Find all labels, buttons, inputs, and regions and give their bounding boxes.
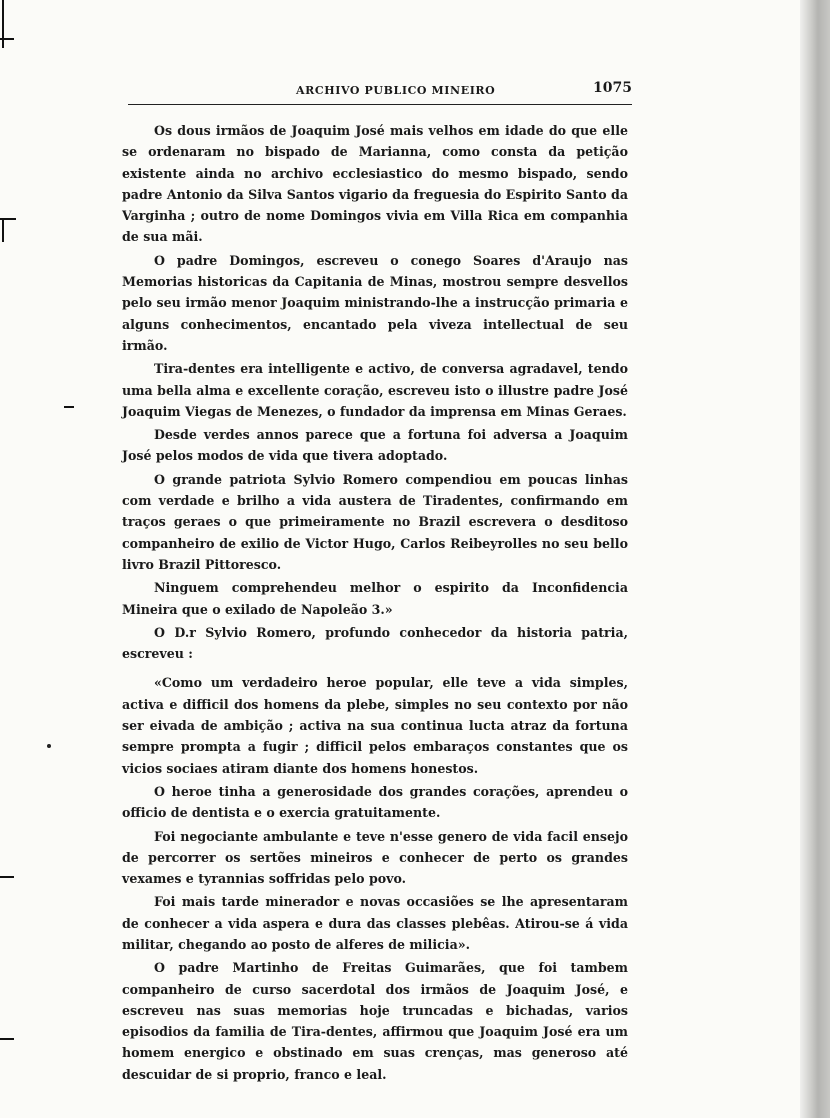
paragraph: Os dous irmãos de Joaquim José mais velhos em idade do que elle se ordenaram no bispado de Marianna, como consta da petição existente ainda no archivo ecclesiastico do mesmo bispado, sendo padre Antonio da Silva Santos vigario da freguesia do Espirito Santo da Varginha ; outro de nome Domingos vivia em Villa Rica em companhia de sua mãi.: [122, 123, 628, 245]
paragraph: O padre Martinho de Freitas Guimarães, que foi tambem companheiro de curso sacerdotal dos irmãos de Joaquim José, e escreveu nas suas memorias hoje truncadas e bichadas, varios episodios da familia de Tira-dentes, affirmou que Joaquim José era um homem energico e obstinado em suas crenças, mas generoso até descuidar de si proprio, franco e leal.: [122, 960, 628, 1082]
paragraph: Foi negociante ambulante e teve n'esse genero de vida facil ensejo de percorrer os sertões mineiros e conhecer de perto os grandes vexames e tyrannias soffridas pelo povo.: [122, 828, 628, 887]
page-gutter-shadow: [800, 0, 830, 1118]
paragraph: O grande patriota Sylvio Romero compendiou em poucas linhas com verdade e brilho a vida austera de Tiradentes, confirmando em traços geraes o que primeiramente no Brazil escrevera o desditoso companheiro de exilio de Victor Hugo, Carlos Reibeyrolles no seu bello livro Brazil Pittoresco.: [122, 471, 628, 572]
crop-mark: [2, 218, 4, 242]
paragraph: Desde verdes annos parece que a fortuna foi adversa a Joaquim José pelos modos de vida que tivera adoptado.: [122, 427, 628, 464]
paragraph: Foi mais tarde minerador e novas occasiões se lhe apresentaram de conhecer a vida aspera e dura das classes plebêas. Atirou-se á vida militar, chegando ao posto de alferes de milicia».: [122, 894, 628, 952]
page-header: [128, 80, 632, 105]
crop-mark: [0, 1038, 14, 1040]
paragraph: O D.r Sylvio Romero, profundo conhecedor da historia patria, escreveu :: [122, 624, 628, 662]
paragraph: O padre Domingos, escreveu o conego Soares d'Araujo nas Memorias historicas da Capitania de Minas, mostrou sempre desvellos pelo seu irmão menor Joaquim ministrando-lhe a instrucção primaria e alguns conhecimentos, encantado pela viveza intellectual de seu irmão.: [122, 252, 628, 353]
paragraph: O heroe tinha a generosidade dos grandes corações, aprendeu o officio de dentista e o exercia gratuitamente.: [122, 783, 628, 821]
quote-paragraph: «Como um verdadeiro heroe popular, elle teve a vida simples, activa e difficil dos homens da plebe, simples no seu contexto por não ser eivada de ambição ; activa na sua continua lucta atraz da fortuna sempre prompta a fugir ; difficil pelos embaraços constantes que os vicios sociaes atiram diante dos homens honestos.: [122, 675, 628, 776]
margin-arrow: [64, 406, 74, 408]
page-body: [122, 120, 628, 1087]
crop-mark: [2, 0, 4, 48]
running-title: ARCHIVO PUBLICO MINEIRO: [296, 84, 496, 97]
paragraph: Tira-dentes era intelligente e activo, de conversa agradavel, tendo uma bella alma e excellente coração, escreveu isto o illustre padre José Joaquim Viegas de Menezes, o fundador da imprensa em Minas Geraes.: [122, 361, 628, 419]
paragraph: Ninguem comprehendeu melhor o espirito da Inconfidencia Mineira que o exilado de Napoleão 3.»: [122, 580, 628, 617]
crop-mark: [0, 38, 14, 40]
crop-mark: [0, 876, 14, 878]
margin-dot: [47, 744, 51, 748]
page-number: 1075: [593, 80, 632, 96]
